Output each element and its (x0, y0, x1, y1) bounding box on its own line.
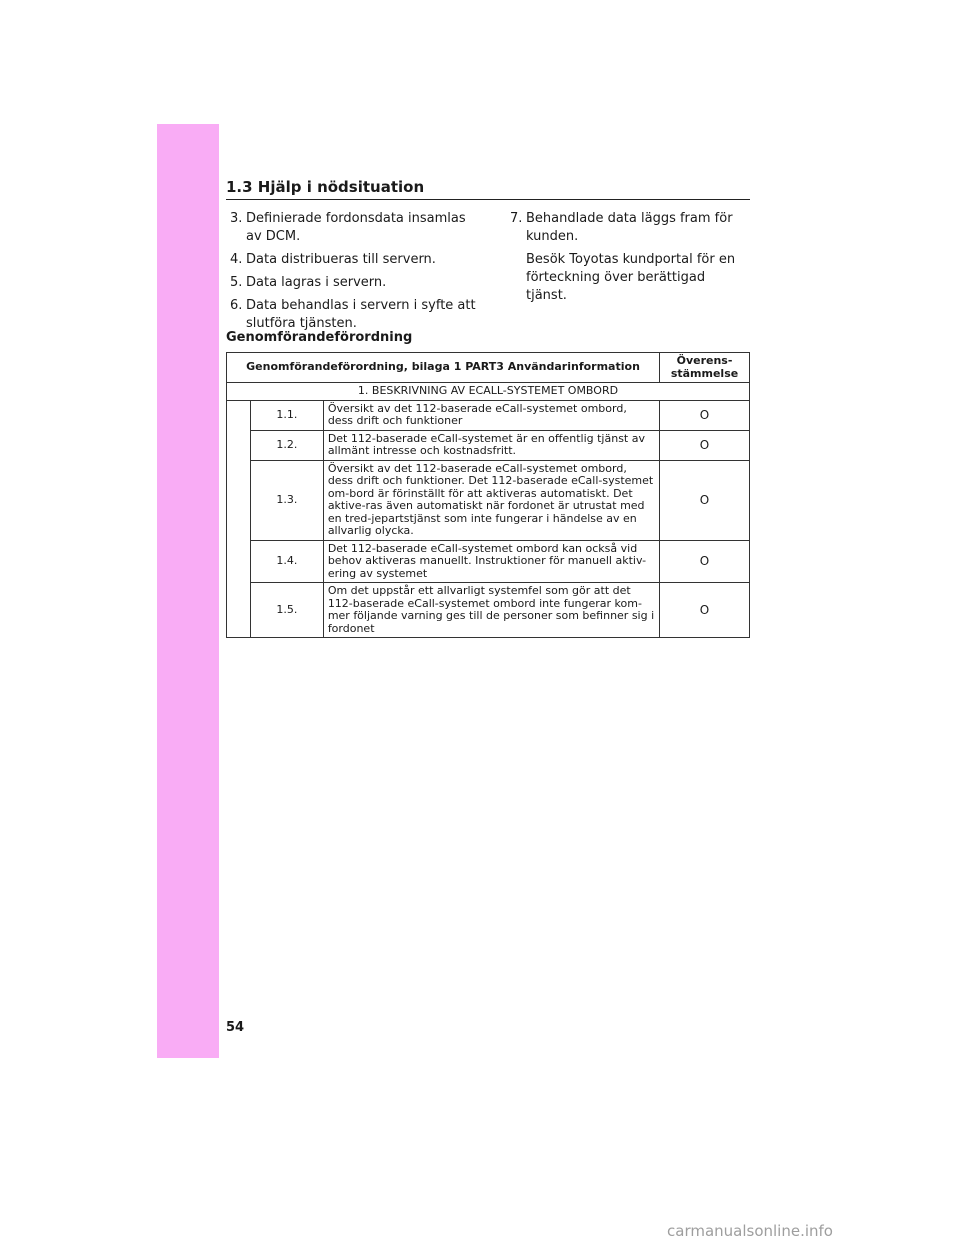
table-section-row (227, 383, 750, 401)
table-row (227, 430, 750, 460)
table-cell-number: 1.4. (250, 540, 323, 583)
table-cell-text: Om det uppstår ett allvarligt systemfel som gör att det 112-baserade eCall-systemet ombord inte fungerar kom-mer följande varning ges till de personer som befinner sig i fordonet (323, 583, 659, 638)
table-cell-conformity: O (660, 460, 750, 540)
table-header-conformity: Överens-stämmelse (660, 353, 750, 383)
section-title: 1.3 Hjälp i nödsituation (226, 178, 750, 200)
watermark-link[interactable]: carmanualsonline.info (667, 1222, 833, 1240)
left-column (230, 210, 485, 338)
list-item-note: Besök Toyotas kundportal för en förteckning över berättigad tjänst. (526, 252, 736, 303)
table-cell-number: 1.1. (250, 400, 323, 430)
list-item-text: Data lagras i servern. (246, 275, 387, 290)
table-header-row (227, 353, 750, 383)
regulation-table (226, 352, 750, 638)
table-cell-conformity: O (660, 400, 750, 430)
table-cell-number: 1.2. (250, 430, 323, 460)
list-item (230, 297, 485, 333)
table-row (227, 460, 750, 540)
table-cell-conformity: O (660, 540, 750, 583)
section-side-tab (157, 124, 219, 1058)
list-item (230, 251, 485, 269)
table-row (227, 400, 750, 430)
list-item-number: 4. (230, 252, 243, 267)
table-indent-cell (227, 400, 251, 638)
list-item-number: 5. (230, 275, 243, 290)
table-cell-text: Det 112-baserade eCall-systemet ombord kan också vid behov aktiveras manuellt. Instruktioner för manuell aktiv-ering av systemet (323, 540, 659, 583)
table-row (227, 583, 750, 638)
list-item-number: 6. (230, 298, 243, 313)
table-cell-text: Översikt av det 112-baserade eCall-systemet ombord, dess drift och funktioner. Det 112-baserade eCall-systemet om-bord är förinställt för att aktiveras automatiskt. Det aktive-ras även automatiskt när fordonet är utrustat med en tred-jepartstjänst som inte fungerar i händelse av en allvarlig olycka. (323, 460, 659, 540)
subheading: Genomförandeförordning (226, 330, 413, 345)
table-row (227, 540, 750, 583)
table-cell-number: 1.5. (250, 583, 323, 638)
table-cell-conformity: O (660, 430, 750, 460)
list-item-number: 3. (230, 211, 243, 226)
list-item-text: Definierade fordonsdata insamlas av DCM. (246, 211, 466, 244)
list-item-text: Data distribueras till servern. (246, 252, 436, 267)
list-item-text: Data behandlas i servern i syfte att slutföra tjänsten. (246, 298, 476, 331)
page-number: 54 (226, 1020, 245, 1035)
table-section-title: 1. BESKRIVNING AV ECALL-SYSTEMET OMBORD (227, 383, 750, 401)
list-item (510, 210, 750, 246)
table-cell-text: Översikt av det 112-baserade eCall-systemet ombord, dess drift och funktioner (323, 400, 659, 430)
table-cell-number: 1.3. (250, 460, 323, 540)
table-header-main: Genomförandeförordning, bilaga 1 PART3 Användarinformation (227, 353, 660, 383)
right-column (510, 210, 750, 310)
list-item (230, 274, 485, 292)
table-cell-conformity: O (660, 583, 750, 638)
table-cell-text: Det 112-baserade eCall-systemet är en offentlig tjänst av allmänt intresse och kostnadsfritt. (323, 430, 659, 460)
list-item-text: Behandlade data läggs fram för kunden. (526, 211, 733, 244)
list-item (230, 210, 485, 246)
list-item-number: 7. (510, 211, 523, 226)
